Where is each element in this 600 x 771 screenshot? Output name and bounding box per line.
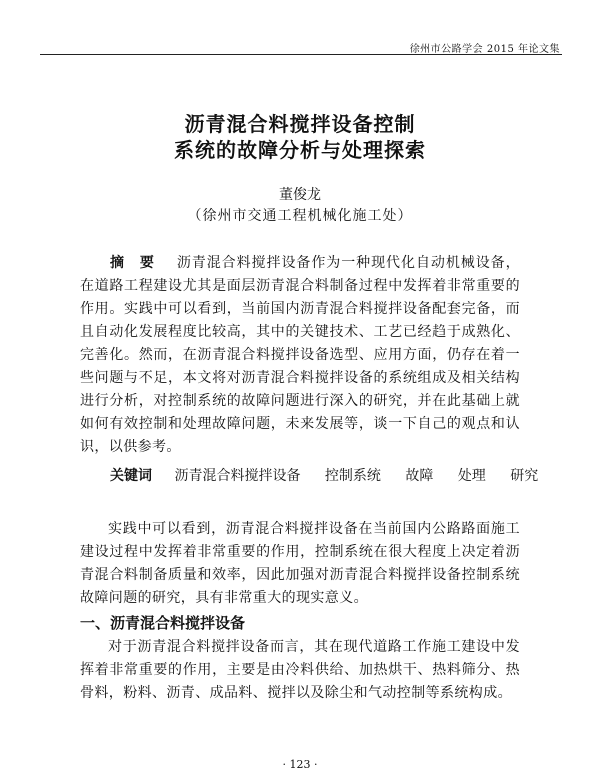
keyword: 控制系统: [324, 468, 381, 484]
affiliation: （徐州市交通工程机械化施工处）: [187, 208, 413, 224]
page-number: · 123 ·: [282, 758, 318, 771]
header-rule: [40, 54, 562, 55]
keywords: [110, 465, 558, 485]
section-paragraph: 对于沥青混合料搅拌设备而言，其在现代道路工作施工建设中发挥着非常重要的作用，主要是由冷料供给、加热烘干、热料筛分、热骨料，粉料、沥青、成品料、搅拌以及除尘和气动控制等系统构成。: [80, 639, 520, 701]
abstract-text: 沥青混合料搅拌设备作为一种现代化自动机械设备，在道路工程建设尤其是面层沥青混合料制备过程中发挥着非常重要的作用。实践中可以看到，当前国内沥青混合料搅拌设备配套完备，而且自动化发展程度比较高，其中的关键技术、工艺已经趋于成熟化、完善化。然而，在沥青混合料搅拌设备选型、应用方面，仍存在着一些问题与不足，本文将对沥青混合料搅拌设备的系统组成及相关结构进行分析，对控制系统的故障问题进行深入的研究，并在此基础上就如何有效控制和处理故障问题，未来发展等，谈一下自己的观点和认识，以供参考。: [80, 255, 521, 455]
author: 董俊龙: [279, 187, 321, 203]
intro-paragraph: 实践中可以看到，沥青混合料搅拌设备在当前国内公路路面施工建设过程中发挥着非常重要的作用，控制系统在很大程度上决定着沥青混合料制备质量和效率，因此加强对沥青混合料搅拌设备控制系统故障问题的研究，具有非常重大的现实意义。: [80, 521, 520, 606]
keyword: 处理: [457, 468, 486, 484]
title-line-2: 系统的故障分析与处理探索: [174, 138, 426, 162]
keyword: 故障: [405, 468, 434, 484]
keywords-label: 关键词: [110, 468, 152, 484]
running-header: 徐州市公路学会 2015 年论文集: [409, 44, 560, 55]
keyword: 沥青混合料搅拌设备: [174, 468, 301, 484]
abstract: [80, 252, 520, 459]
abstract-label: 摘 要: [110, 255, 155, 271]
section-heading: 一、沥青混合料搅拌设备: [80, 614, 246, 632]
keyword: 研究: [510, 468, 539, 484]
title-line-1: 沥青混合料搅拌设备控制: [184, 112, 416, 136]
